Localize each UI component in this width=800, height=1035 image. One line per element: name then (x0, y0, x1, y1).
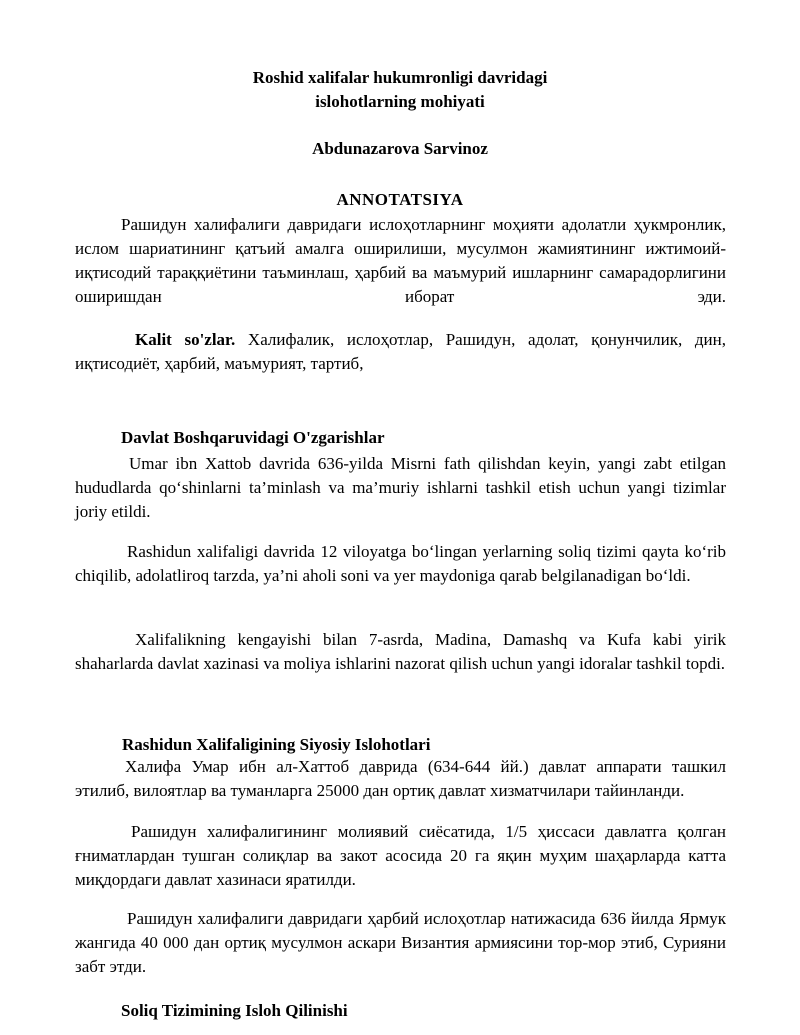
section1-paragraph-2: Rashidun xalifaligi davrida 12 viloyatga bo‘lingan yerlarning soliq tizimi qayta ko‘rib chiqilib, adolatliroq tarzda, ya’ni aholi soni va yer maydoniga qarab belgilanadigan bo‘ldi. (75, 542, 726, 585)
section1-paragraph-1: Umar ibn Xattob davrida 636-yilda Misrni fath qilishdan keyin, yangi zabt etilgan hududlarda qo‘shinlarni ta’minlash va ma’muriy ishlarni tashkil etish uchun yangi tizimlar joriy etildi. (75, 454, 726, 521)
author-name: Abdunazarova Sarvinoz (312, 139, 488, 158)
section2-paragraph-3: Рашидун халифалиги давридаги ҳарбий ислоҳотлар натижасида 636 йилда Ярмук жангида 40 000 дан ортиқ мусулмон аскари Византия армиясини тор-мор этиб, Сурияни забт этди. (75, 909, 726, 976)
section-heading-2: Rashidun Xalifaligining Siyosiy Islohotlari (122, 735, 431, 754)
annotation-heading: ANNOTATSIYA (336, 190, 464, 209)
title-line-2: islohotlarning mohiyati (315, 92, 485, 111)
section-heading-3: Soliq Tizimining Isloh Qilinishi (121, 1001, 348, 1020)
document-title (0, 66, 800, 114)
keywords-paragraph (75, 328, 726, 376)
keywords-text: Халифалик, ислоҳотлар, Рашидун, адолат, қонунчилик, дин, иқтисодиёт, ҳарбий, маъмурият, тартиб, (75, 330, 726, 373)
section2-paragraph-1: Халифа Умар ибн ал-Хаттоб даврида (634-644 йй.) давлат аппарати ташкил этилиб, вилоятлар ва туманларга 25000 дан ортиқ давлат хизматчилари тайинланди. (75, 757, 726, 800)
annotation-paragraph: Рашидун халифалиги давридаги ислоҳотларнинг моҳияти адолатли ҳукмронлик, ислом шариатининг қатъий амалга оширилиши, мусулмон жамиятининг ижтимоий-иқтисодий тараққиётини таъминлаш, ҳарбий ва маъмурий ишларнинг самарадорлигини оширишдан иборат эди. (75, 215, 726, 306)
section2-paragraph-2: Рашидун халифалигининг молиявий сиёсатида, 1/5 ҳиссаси давлатга қолган ғниматлардан тушган солиқлар ва закот асосида 20 га яқин муҳим шаҳарларда катта миқдордаги давлат хазинаси яратилди. (75, 822, 726, 889)
title-line-1: Roshid xalifalar hukumronligi davridagi (252, 68, 548, 87)
keywords-label: Kalit so'zlar. (135, 330, 236, 349)
section-heading-1: Davlat Boshqaruvidagi O'zgarishlar (121, 428, 385, 447)
section1-paragraph-3: Xalifalikning kengayishi bilan 7-asrda, Madina, Damashq va Kufa kabi yirik shaharlarda davlat xazinasi va moliya ishlarini nazorat qilish uchun yangi idoralar tashkil topdi. (75, 630, 726, 673)
